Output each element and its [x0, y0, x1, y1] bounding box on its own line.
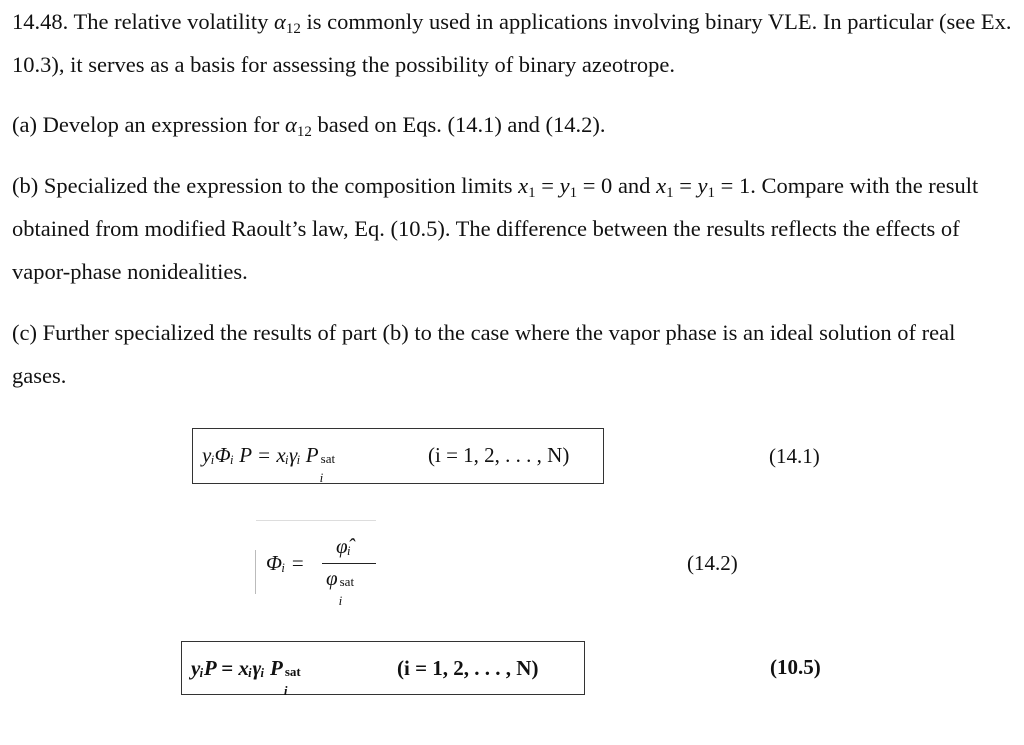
equation-14-2-denominator [326, 566, 355, 608]
part-b-y1: y [559, 173, 570, 198]
part-b [12, 164, 1012, 293]
equation-14-1-number: (14.1) [769, 444, 820, 468]
equation-14-2-den-sub: i [338, 593, 343, 608]
equation-10-5-lhs-text: yᵢP = xᵢγᵢ P [191, 656, 283, 680]
equation-14-2-numerator: φ̂ᵢ [336, 534, 351, 558]
equation-14-2-top-rule [256, 520, 376, 521]
equation-14-2-den-sup: sat [339, 574, 355, 589]
equation-10-5-sub: i [283, 683, 288, 698]
part-b-y1-b: y [697, 173, 708, 198]
part-c [12, 311, 1012, 397]
equation-10-5-sup: sat [284, 664, 301, 679]
intro-text-1: 14.48. The relative volatility [12, 9, 275, 34]
part-b-y1-b-sub: 1 [707, 185, 716, 201]
part-a [12, 103, 1012, 146]
part-b-eq-1: = [535, 173, 560, 198]
alpha-symbol: α [274, 9, 286, 34]
equation-14-2-number: (14.2) [687, 551, 738, 575]
part-a-text-1: (a) Develop an expression for [12, 112, 286, 137]
intro-text-2: is commonly used in applications involving binary VLE. In particular (see Ex. 10.3), it serves as a basis for assessing the possibility of binary azeotrope. [12, 9, 1012, 77]
part-b-x1-b: x [656, 173, 667, 198]
equation-14-1-sub: i [319, 470, 324, 485]
problem-intro [12, 0, 1012, 86]
part-b-eq-4: = 1 [715, 173, 751, 198]
equation-10-5-box [181, 641, 585, 698]
part-a-alpha-symbol: α [285, 112, 297, 137]
equation-14-2-left-rule [255, 550, 256, 594]
equation-10-5-number: (10.5) [770, 655, 821, 679]
part-b-eq-3: = [673, 173, 698, 198]
part-b-y1-sub: 1 [569, 185, 578, 201]
equation-10-5-range: (i = 1, 2, . . . , N) [397, 656, 539, 680]
equation-14-2-lhs: Φᵢ = [266, 551, 305, 575]
equation-10-5-lhs [191, 656, 301, 698]
part-a-text-2: based on Eqs. (14.1) and (14.2). [311, 112, 606, 137]
part-b-x1-sub: 1 [528, 185, 536, 201]
alpha-subscript: 12 [285, 21, 301, 37]
equation-14-2-denominator-text: φ [326, 566, 338, 590]
equation-14-1-lhs-text: yᵢΦᵢ P = xᵢγᵢ P [202, 443, 319, 467]
equation-14-1-range: (i = 1, 2, . . . , N) [428, 443, 570, 467]
part-c-text: (c) Further specialized the results of part (b) to the case where the vapor phase is an ideal solution of real gases. [12, 320, 956, 388]
part-b-x1-b-sub: 1 [666, 185, 674, 201]
part-b-text-2: . Compare with the result obtained from modified Raoult’s law, Eq. (10.5). The difference between the results reflects the effects of vapor-phase nonidealities. [12, 173, 979, 284]
part-b-and: and [612, 173, 657, 198]
equation-14-1-box [192, 428, 604, 484]
part-b-text-1: (b) Specialized the expression to the composition limits [12, 173, 519, 198]
equation-14-1-lhs [202, 443, 336, 485]
equation-14-2-box [256, 520, 386, 608]
part-b-x1: x [518, 173, 529, 198]
part-a-alpha-subscript: 12 [296, 124, 312, 140]
part-b-eq-2: = 0 [577, 173, 613, 198]
equation-14-1-sup: sat [320, 451, 336, 466]
equation-14-2-fraction-bar [322, 563, 376, 564]
